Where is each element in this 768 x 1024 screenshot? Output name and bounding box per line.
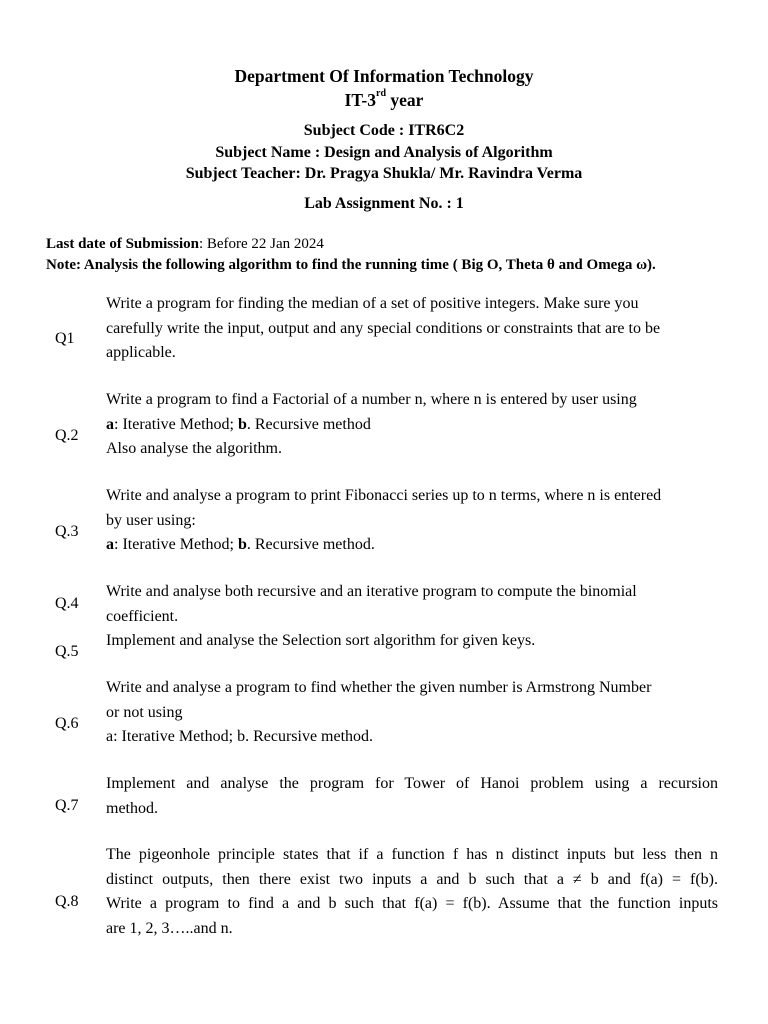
question-line: are 1, 2, 3…..and n. — [106, 919, 233, 937]
question-text-4 — [106, 580, 718, 629]
option-a-label: a — [106, 415, 114, 433]
question-line: distinct outputs, then there exist two inputs a and b such that a ≠ b and f(a) = f(b). — [106, 870, 718, 888]
note-label: Note — [46, 257, 76, 273]
question-line: method. — [106, 799, 158, 817]
question-label-8: Q.8 — [55, 893, 79, 910]
question-line: Also analyse the algorithm. — [106, 440, 282, 457]
question-text-6 — [106, 676, 718, 750]
submission-line — [46, 234, 736, 254]
question-text-5 — [106, 629, 718, 654]
question-line — [106, 533, 718, 558]
question-line: Write a program to find a Factorial of a number n, where n is entered by user using — [106, 391, 637, 408]
note-value: : Analysis the following algorithm to find the running time ( Big O, Theta θ and Omega ω). — [76, 257, 656, 273]
question-line: carefully write the input, output and any special conditions or constraints that are to be — [106, 319, 661, 337]
question-label-2: Q.2 — [55, 427, 79, 444]
question-text-8 — [106, 843, 718, 941]
question-line: The pigeonhole principle states that if a function f has n distinct inputs but less then n — [106, 846, 718, 863]
year-superscript: rd — [376, 88, 387, 99]
question-label-4: Q.4 — [55, 595, 79, 612]
question-label-5: Q.5 — [55, 643, 79, 660]
question-line: Write and analyse both recursive and an iterative program to compute the binomial — [106, 583, 637, 600]
question-line: applicable. — [106, 344, 176, 361]
question-line: Write a program for finding the median of a set of positive integers. Make sure you — [106, 295, 639, 312]
option-b-text: . Recursive method — [246, 415, 371, 433]
option-a-text: : Iterative Method; — [114, 536, 238, 553]
question-line — [106, 413, 718, 438]
subject-teacher: Subject Teacher: Dr. Pragya Shukla/ Mr. Ravindra Verma — [185, 165, 583, 182]
question-text-1 — [106, 292, 718, 366]
option-a-label: a — [106, 536, 114, 553]
question-line: by user using: — [106, 511, 196, 529]
question-text-7 — [106, 772, 718, 821]
option-a-text: : Iterative Method; — [114, 415, 238, 433]
question-label-3: Q.3 — [55, 523, 79, 540]
note-line — [46, 255, 736, 275]
subject-name: Subject Name : Design and Analysis of Algorithm — [215, 144, 553, 161]
year-suffix: year — [386, 90, 424, 110]
department-title: Department Of Information Technology — [234, 66, 534, 86]
submission-value: : Before 22 Jan 2024 — [198, 236, 324, 252]
option-b-text: . Recursive method. — [246, 536, 375, 553]
option-b-label: b — [237, 415, 247, 433]
lab-assignment-number: Lab Assignment No. : 1 — [304, 195, 464, 212]
question-label-1: Q1 — [55, 330, 75, 347]
question-label-6: Q.6 — [55, 715, 79, 732]
question-text-3 — [106, 484, 718, 558]
question-line: Implement and analyse the Selection sort algorithm for given keys. — [106, 632, 536, 649]
option-b-label: b — [237, 536, 247, 553]
question-text-2 — [106, 388, 718, 462]
year-prefix: IT-3 — [344, 90, 377, 110]
question-label-7: Q.7 — [55, 797, 79, 814]
question-line: Write and analyse a program to find whether the given number is Armstrong Number — [106, 679, 652, 696]
question-line: Implement and analyse the program for Tower of Hanoi problem using a recursion — [106, 775, 718, 792]
question-line: or not using — [106, 703, 183, 721]
question-line: Write a program to find a and b such that f(a) = f(b). Assume that the function inputs — [106, 895, 718, 912]
question-line: a: Iterative Method; b. Recursive method. — [106, 728, 374, 745]
question-line: coefficient. — [106, 607, 179, 625]
submission-label: Last date of Submission — [46, 236, 199, 252]
question-line: Write and analyse a program to print Fibonacci series up to n terms, where n is entered — [106, 487, 662, 504]
subject-code: Subject Code : ITR6C2 — [303, 122, 465, 139]
year-title — [0, 90, 768, 111]
